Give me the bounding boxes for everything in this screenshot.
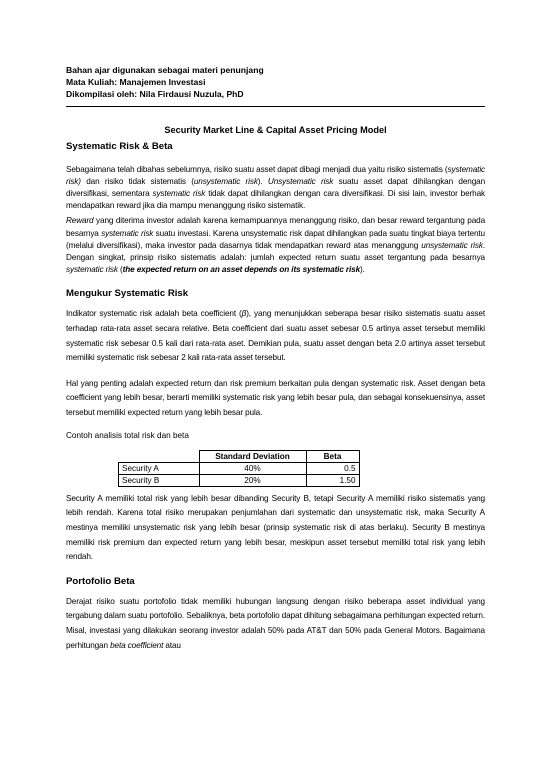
paragraph-expected-return: Hal yang penting adalah expected return dan risk premium berkaitan pula dengan systematic risk. Asset dengan beta coefficient yang lebih besar, berarti memiliki systematic risk yang lebih besar pula, dan sebagai konsekuensinya, asset tersebut memiliki expected return yang lebih besar pula. [66,378,485,417]
risk-beta-table [118,450,360,487]
table-header-std-dev: Standard Deviation [199,450,306,462]
heading-systematic-risk-beta: Systematic Risk & Beta [66,140,173,152]
paragraph-portfolio-beta: Derajat risiko suatu portofolio tidak memiliki hubungan langsung dengan risiko beberapa asset individual yang tergabung dalam suatu portofolio. Sebaliknya, beta portofolio dapat dihitung sebagaimana perhitungan expected return. Misal, investasi yang dilakukan seorang investor adalah 50% pada AT&T dan 50% pada General Motors. Bagaimana perhitungan beta coefficient atau [66,596,485,650]
header-line-compiler: Dikompilasi oleh: Nila Firdausi Nuzula, PhD [66,89,244,100]
table-header-empty [119,450,200,462]
header-line-material: Bahan ajar digunakan sebagai materi penunjang [66,65,264,75]
header-line-course: Mata Kuliah: Manajemen Investasi [66,77,206,88]
table-cell-security: Security B [119,474,200,486]
table-row [119,474,360,486]
beta-symbol: β [241,309,247,319]
header-divider [66,106,485,107]
table-cell-beta: 0.5 [306,462,359,474]
heading-mengukur-systematic-risk: Mengukur Systematic Risk [66,288,189,300]
table-cell-std-dev: 20% [199,474,306,486]
table-cell-beta: 1.50 [306,474,359,486]
table-header-row [119,450,360,462]
table-cell-security: Security A [119,462,200,474]
paragraph-reward: Reward yang diterima investor adalah karena kemampuannya menanggung risiko, dan besar reward tergantung pada besarnya systematic risk suatu investasi. Karena unsystematic risk dapat dihilangkan pada suatu tingkat biaya tertentu (melalui diversifikasi), maka investor pada dasarnya tidak mendapatkan reward atas menanggung unsystematic risk. Dengan singkat, prinsip risiko sistematis adalah: jumlah expected return suatu asset tergantung pada besarnya systematic risk (the expected return on an asset depends on its systematic risk). [66,216,485,275]
document-page [66,64,485,653]
document-header [66,64,485,107]
heading-portofolio-beta: Portofolio Beta [66,575,135,587]
table-header-beta: Beta [306,450,359,462]
document-title: Security Market Line & Capital Asset Pricing Model [164,124,387,135]
table-caption: Contoh analisis total risk dan beta [66,430,189,440]
table-cell-std-dev: 40% [199,462,306,474]
paragraph-security-comparison: Security A memiliki total risk yang lebih besar dibanding Security B, tetapi Security A memiliki risiko sistematis yang lebih rendah. Karena total risiko merupakan penjumlahan dari systematic dan unsystematic risk, maka Security A mestinya memiliki unsystematic risk yang lebih besar (prinsip systematic risk di atas berlaku). Security B mestinya memiliki risk premium dan expected return yang lebih besar, meskipun asset tersebut memiliki total risk yang lebih rendah. [66,493,485,562]
paragraph-beta-indicator: Indikator systematic risk adalah beta coefficient (β), yang menunjukkan seberapa besar risiko sistematis suatu asset terhadap rata-rata asset secara relative. Beta coefficient dari suatu asset sebesar 0.5 artinya asset tersebut memiliki systematic risk sebesar 0.5 kali dari rata-rata aset. Demikian pula, suatu asset dengan beta 2.0 artinya asset tersebut memiliki systematic risk sebesar 2 kali rata-rata asset tersebut. [66,309,485,363]
table-row [119,462,360,474]
paragraph-systematic-risk-intro: Sebagaimana telah dibahas sebelumnya, risiko suatu asset dapat dibagi menjadi dua yaitu risiko sistematis (systematic risk) dan risiko tidak sistematis (unsystematic risk). Unsystematic risk suatu asset dapat dihilangkan dengan diversifikasi, sementara systematic risk tidak dapat dihilangkan dengan cara diversifikasi. Di sisi lain, investor berhak mendapatkan reward jika dia mampu menanggung risiko sistematik. [66,164,485,211]
